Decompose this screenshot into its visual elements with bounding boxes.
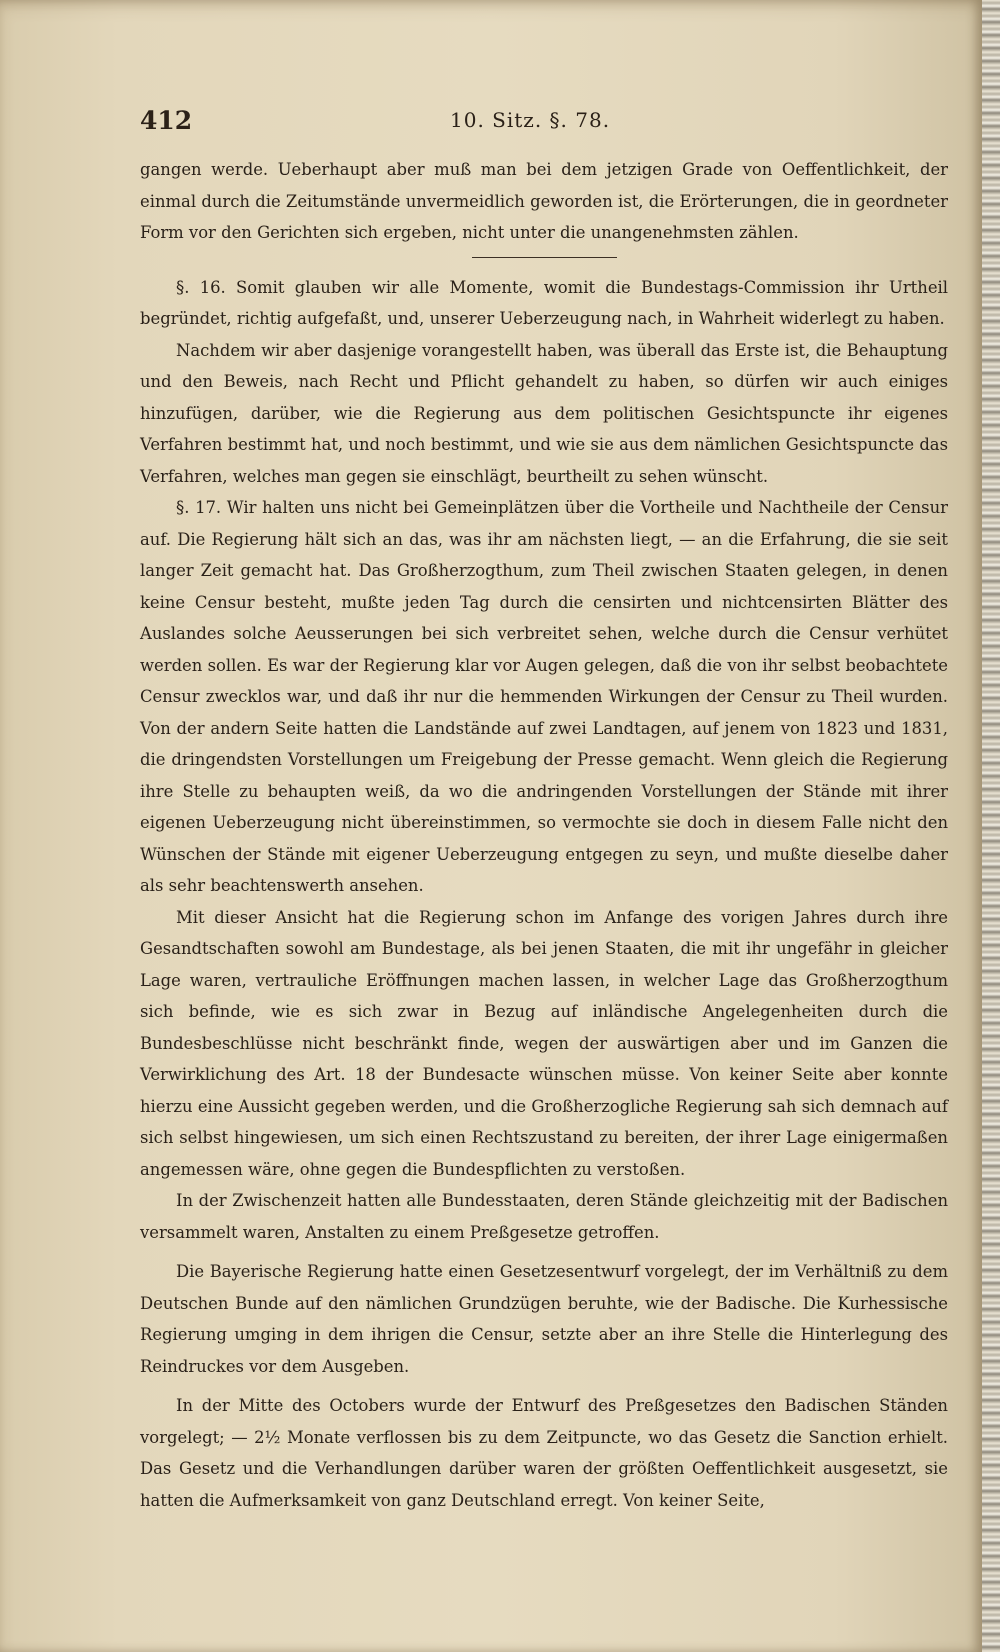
paragraph-section-16: §. 16. Somit glauben wir alle Momente, womit die Bundestags-Commission ihr Urtheil begründet, richtig aufgefaßt, und, unserer Ueberzeugung nach, in Wahrheit widerlegt zu haben. <box>140 277 948 328</box>
paragraph-section-17: §. 17. Wir halten uns nicht bei Gemeinplätzen über die Vortheile und Nachtheile der Censur auf. Die Regierung hält sich an das, was ihr am nächsten liegt, — an die Erfahrung, die sie seit langer Zeit gemacht hat. Das Großherzogthum, zum Theil zwischen Staaten gelegen, in denen keine Censur besteht, mußte jeden Tag durch die censirten und nichtcensirten Blätter des Auslandes solche Aeusserungen bei sich verbreitet sehen, welche durch die Censur verhütet werden sollen. Es war der Regierung klar vor Augen gelegen, daß die von ihr selbst beobachtete Censur zwecklos war, und daß ihr nur die hemmenden Wirkungen der Censur zu Theil wurden. Von der andern Seite hatten die Landstände auf zwei Landtagen, auf jenem von 1823 und 1831, die dringendsten Vorstellungen um Freigebung der Presse gemacht. Wenn gleich die Regierung ihre Stelle zu behaupten weiß, da wo die andringenden Vorstellungen der Stände mit ihrer eigenen Ueberzeugung nicht übereinstimmen, so vermochte sie doch in diesem Falle nicht den Wünschen der Stände mit eigener Ueberzeugung entgegen zu seyn, und mußte dieselbe daher als sehr beachtenswerth ansehen. <box>140 498 948 895</box>
paragraph: Mit dieser Ansicht hat die Regierung schon im Anfange des vorigen Jahres durch ihre Gesandtschaften sowohl am Bundestage, als bei jenen Staaten, die mit ihr ungefähr in gleicher Lage waren, vertrauliche Eröffnungen machen lassen, in welcher Lage das Großherzogthum sich befinde, wie es sich zwar in Bezug auf inländische Angelegenheiten durch die Bundesbeschlüsse nicht beschränkt finde, wegen der auswärtigen aber und im Ganzen die Verwirklichung des Art. 18 der Bundesacte wünschen müsse. Von keiner Seite aber konnte hierzu eine Aussicht gegeben werden, und die Großherzogliche Regierung sah sich demnach auf sich selbst hingewiesen, um sich einen Rechtszustand zu bereiten, der ihrer Lage einigermaßen angemessen wäre, ohne gegen die Bundespflichten zu verstoßen. <box>140 907 948 1179</box>
section-divider <box>472 257 617 258</box>
paragraph: In der Mitte des Octobers wurde der Entwurf des Preßgesetzes den Badischen Ständen vorgelegt; — 2½ Monate verflossen bis zu dem Zeitpuncte, wo das Gesetz die Sanction erhielt. Das Gesetz und die Verhandlungen darüber waren der größten Oeffentlichkeit ausgesetzt, sie hatten die Aufmerksamkeit von ganz Deutschland erregt. Von keiner Seite, <box>140 1396 948 1510</box>
paragraph: Nachdem wir aber dasjenige vorangestellt haben, was überall das Erste ist, die Behauptung und den Beweis, nach Recht und Pflicht gehandelt zu haben, so dürfen wir auch einiges hinzufügen, darüber, wie die Regierung aus dem politischen Gesichtspuncte ihr eigenes Verfahren bestimmt hat, und noch bestimmt, und wie sie aus dem nämlichen Gesichtspuncte das Verfahren, welches man gegen sie einschlägt, beurtheilt zu sehen wünscht. <box>140 340 948 486</box>
page-edge <box>982 0 1000 1652</box>
paragraph: In der Zwischenzeit hatten alle Bundesstaaten, deren Stände gleichzeitig mit der Badischen versammelt waren, Anstalten zu einem Preßgesetze getroffen. <box>140 1191 948 1242</box>
page-number: 412 <box>140 106 193 135</box>
paragraph-continuation: gangen werde. Ueberhaupt aber muß man bei dem jetzigen Grade von Oeffentlichkeit, der einmal durch die Zeitumstände unvermeidlich geworden ist, die Erörterungen, die in geordneter Form vor den Gerichten sich ergeben, nicht unter die unangenehmsten zählen. <box>140 160 948 242</box>
paragraph-gap <box>140 1382 948 1390</box>
running-head: 10. Sitz. §. 78. <box>450 108 611 132</box>
paragraph-gap <box>140 1248 948 1256</box>
paragraph: Die Bayerische Regierung hatte einen Gesetzesentwurf vorgelegt, der im Verhältniß zu dem Deutschen Bunde auf den nämlichen Grundzügen beruhte, wie der Badische. Die Kurhessische Regierung umging in dem ihrigen die Censur, setzte aber an ihre Stelle die Hinterlegung des Reindruckes vor dem Ausgeben. <box>140 1262 948 1376</box>
body-text <box>140 154 948 1516</box>
page-header <box>140 104 948 144</box>
